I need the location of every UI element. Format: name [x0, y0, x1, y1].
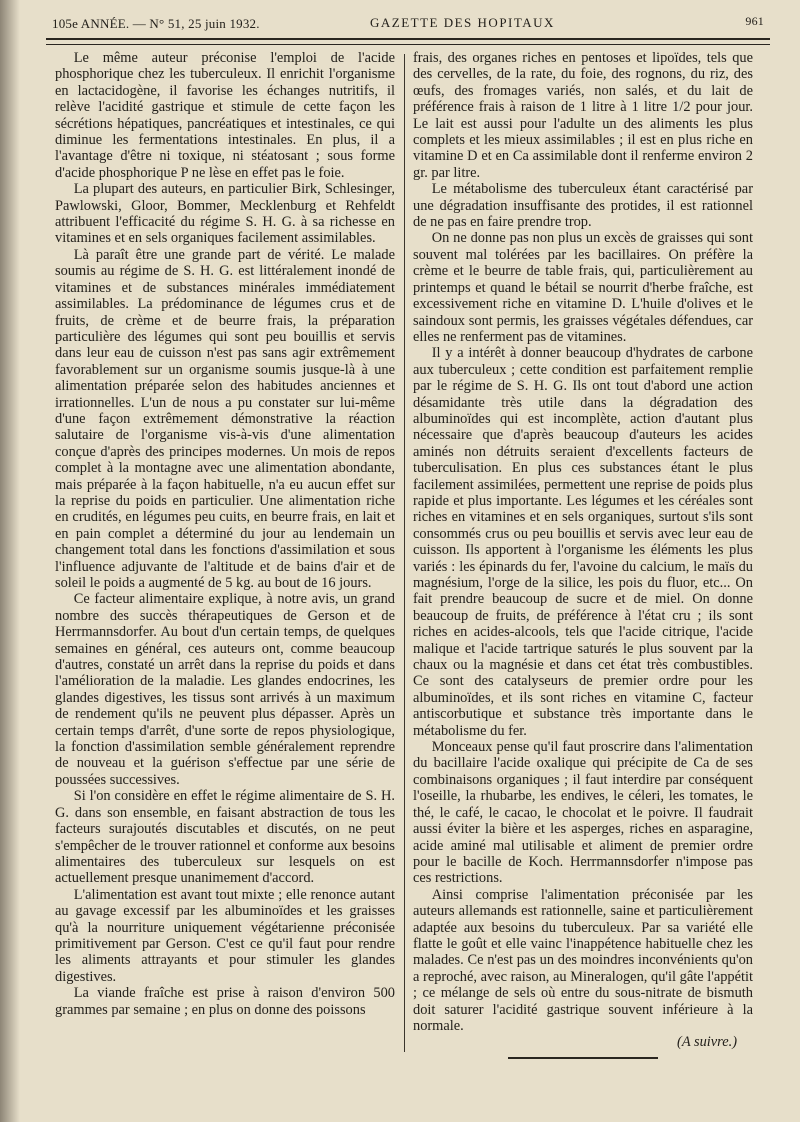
page-number: 961 [745, 14, 764, 28]
to-be-continued: (A suivre.) [677, 1034, 737, 1051]
paragraph: Si l'on considère en effet le régime alimentaire de S. H. G. dans son ensemble, en faisant abstraction de tous les facteurs surajoutés discutables et discutés, on ne peut s'empêcher de le trouver rationnel et conforme aux besoins alimentaires des tuberculeux sur lesquels on est actuellement presque unanimement d'accord. [55, 788, 395, 887]
right-column [413, 50, 753, 1059]
paragraph-continued: frais, des organes riches en pentoses et lipoïdes, tels que des cervelles, de la rate, du foie, des rognons, du riz, des œufs, des fromages variés, non salés, et du lait de préférence frais à raison de 1 litre à 1 litre 1/2 pour jour. Le lait est aussi pour l'adulte un des aliments les plus complets et les mieux assimilables ; il est en plus riche en vitamine D et en Ca assimilable dont il renferme environ 2 gr. par litre. [413, 50, 753, 181]
paragraph: Monceaux pense qu'il faut proscrire dans l'alimentation du bacillaire l'acide oxalique qui précipite de Ca de ses combinaisons organiques ; il faut interdire par conséquent l'oseille, la rhubarbe, les endives, le céleri, les tomates, le thé, le café, le cacao, le chocolat et le poivre. Il faudrait aussi éviter la bière et les asperges, riches en asparagine, acide aminé mal utilisable et aliment de premier ordre pour le bacille de Koch. Herrmannsdorfer n'impose pas ces restrictions. [413, 739, 753, 887]
end-rule [508, 1057, 658, 1059]
header-rule-thick [46, 38, 770, 40]
journal-title: GAZETTE DES HOPITAUX [370, 15, 555, 30]
left-column [55, 50, 395, 1018]
page-header [52, 14, 764, 36]
paragraph: La viande fraîche est prise à raison d'environ 500 grammes par semaine ; en plus on donne des poissons [55, 985, 395, 1018]
column-divider [404, 54, 405, 1052]
paragraph: L'alimentation est avant tout mixte ; elle renonce autant au gavage excessif par les albuminoïdes et les graisses qu'à la nourriture uniquement végétarienne préconisée primitivement par Gerson. C'est ce qu'il faut pour rendre les aliments attrayants et pour stimuler les glandes digestives. [55, 886, 395, 985]
header-rule-thin [46, 44, 770, 45]
paragraph: Ainsi comprise l'alimentation préconisée par les auteurs allemands est rationnelle, saine et particulièrement adaptée aux besoins du tuberculeux. Par sa variété elle flatte le goût et elle vainc l'inappétence habituelle chez les malades. Ce n'est pas un des moindres inconvénients qu'on a reproché, avec raison, au Mineralogen, qu'il gâte l'appétit ; ce mélange de sels où entre du sous-nitrate de bismuth doit saturer l'acidité gastrique souvent inférieure à la normale. [413, 886, 753, 1034]
paragraph: Le même auteur préconise l'emploi de l'acide phosphorique chez les tuberculeux. Il enrichit l'organisme en lactacidogène, il favorise les échanges nutritifs, il relève l'acidité gastrique et stimule de cette façon les sécrétions hépatiques, pancréatiques et intestinales, ce qui diminue les fermentations intestinales. En plus, il a l'avantage d'être ni toxique, ni stéatosant ; sous forme d'acide phosphorique P ne lèse en effet pas le foie. [55, 50, 395, 181]
issue-line: 105e ANNÉE. — N° 51, 25 juin 1932. [52, 16, 260, 31]
binding-shadow [0, 0, 20, 1122]
paragraph: Là paraît être une grande part de vérité. Le malade soumis au régime de S. H. G. est littéralement inondé de vitamines et de substances minérales immédiatement assimilables. La prédominance de légumes crus et de fruits, de crème et de beurre frais, la préparation particulière des légumes qui sont peu bouillis et servis dans leur eau de cuisson n'est pas sans agir extrêmement favorablement sur un organisme soumis jusque-là à une alimentation préparée selon des habitudes anciennes et irrationnelles. L'un de nous a pu constater sur lui-même d'une façon extrêmement démonstrative la réaction salutaire de l'organisme vis-à-vis d'une alimentation conçue d'après des principes modernes. Un mois de repos complet à la montagne avec une alimentation abondante, mais préparée à la façon habituelle, n'a eu aucun effet sur la reprise du poids en particulier. Une alimentation riche en crudités, en légumes peu cuits, en beurre frais, en lait et en pain complet a déterminé du jour au lendemain un changement total dans les fonctions d'assimilation et sous l'influence adjuvante de l'altitude et de bains d'air et de soleil le poids a augmenté de 5 kg. au bout de 16 jours. [55, 246, 395, 591]
paragraph: Ce facteur alimentaire explique, à notre avis, un grand nombre des succès thérapeutiques de Gerson et de Herrmannsdorfer. Au bout d'un certain temps, de quelques semaines en général, ces auteurs ont, comme beaucoup d'autres, constaté un arrêt dans la reprise du poids et dans l'amélioration de la maladie. Les glandes endocrines, les glandes digestives, les tissus sont arrivés à un maximum de rendement qu'ils ne peuvent plus dépasser. Après un certain temps d'arrêt, d'une sorte de repos physiologique, la fonction d'assimilation semble généralement reprendre de nouveau et la guérison s'effectue par une série de poussées successives. [55, 591, 395, 788]
paragraph: Le métabolisme des tuberculeux étant caractérisé par une dégradation insuffisante des protides, il est rationnel de ne pas en faire prendre trop. [413, 181, 753, 231]
paragraph: La plupart des auteurs, en particulier Birk, Schlesinger, Pawlowski, Gloor, Bommer, Mecklenburg et Rehfeldt attribuent l'efficacité du régime S. H. G. à sa richesse en vitamines et en sels organiques facilement assimilables. [55, 181, 395, 247]
paragraph: On ne donne pas non plus un excès de graisses qui sont souvent mal tolérées par les bacillaires. On préfère la crème et le beurre de table frais, qui, particulièrement au printemps et quand le bétail se nourrit d'herbe fraîche, est excessivement riche en vitamine D. L'huile d'olives et le saindoux sont permis, les graisses végétales défendues, car elles ne renferment pas de vitamines. [413, 230, 753, 345]
paragraph: Il y a intérêt à donner beaucoup d'hydrates de carbone aux tuberculeux ; cette condition est parfaitement remplie par le régime de S. H. G. Ils ont tout d'abord une action désamidante très utile dans la dégradation des albuminoïdes qui est incomplète, action d'autant plus nécessaire que d'après beaucoup d'auteurs les acides aminés non détruits seraient d'excellents facteurs de tuberculisation. En plus ces substances étant le plus facilement assimilées, permettent une reprise de poids plus rapide et plus importante. Les légumes et les céréales sont riches en vitamines et en sels organiques, surtout s'ils sont consommés crus ou peu bouillis et servis avec leur eau de cuisson. Ils apportent à l'organisme les éléments les plus variés : les épinards du fer, l'avoine du calcium, le maïs du magnésium, l'orge de la silice, les pois du fluor, etc... On fait prendre beaucoup de sucre et de miel. On donne beaucoup de fruits, de préférence à l'état cru ; ils sont riches en acides-alcools, tels que l'acide citrique, l'acide malique et l'acide tartrique saturés le plus souvent par la chaux ou la magnésie et dans cet état très combustibles. Ce sont des catalyseurs de premier ordre pour les albuminoïdes, et ils sont riches en vitamine C, facteur antiscorbutique et substance très importante dans le métabolisme du fer. [413, 345, 753, 739]
